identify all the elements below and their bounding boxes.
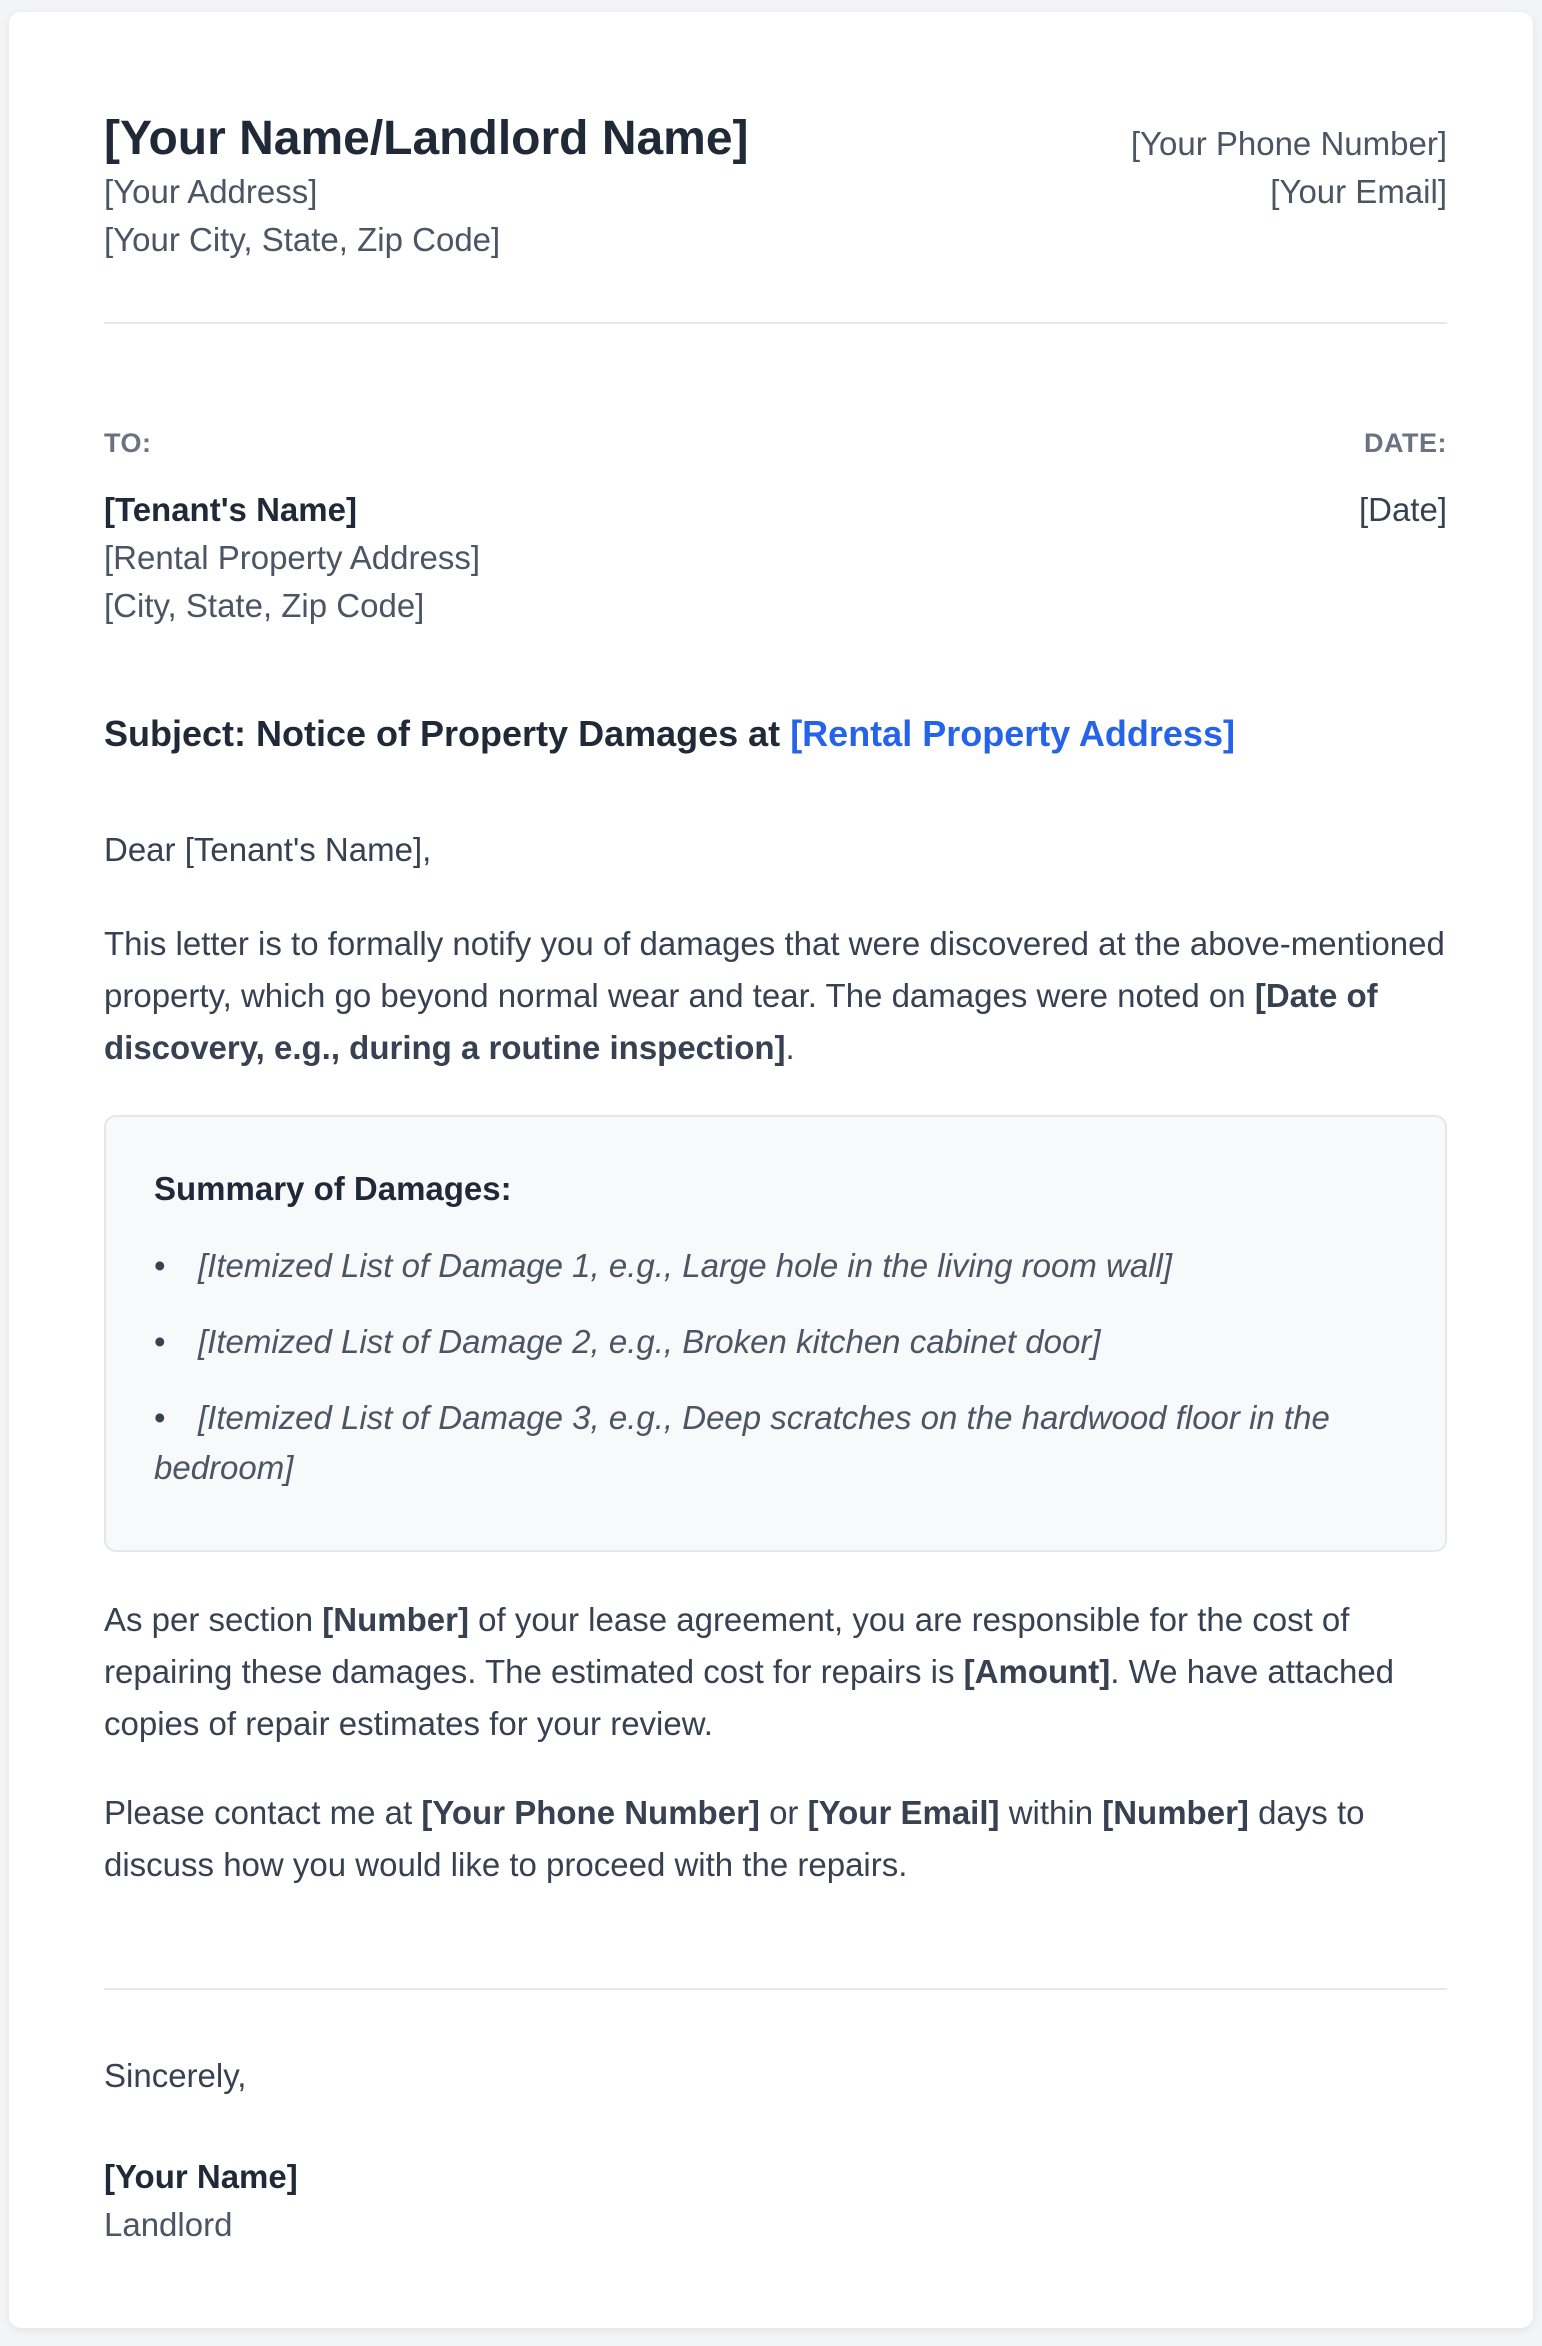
contact-text-3: within xyxy=(1008,1794,1094,1831)
damage-summary-box xyxy=(104,1115,1447,1552)
sender-phone: [Your Phone Number] xyxy=(1130,125,1447,162)
lease-text-2: of your lease agreement, you are responsible for the cost of repairing these damages. The estimated cost for repairs is xyxy=(104,1601,1350,1690)
list-item xyxy=(154,1241,1397,1291)
contact-text-2: or xyxy=(769,1794,799,1831)
header-divider xyxy=(104,322,1447,324)
salutation: Dear [Tenant's Name], xyxy=(104,831,432,868)
repair-amount-placeholder: [Amount] xyxy=(963,1653,1111,1690)
damage-list xyxy=(154,1241,1397,1493)
letter-page xyxy=(9,12,1533,2328)
date-value: [Date] xyxy=(1358,491,1447,528)
signer-title: Landlord xyxy=(104,2206,233,2243)
recipient-address: [Rental Property Address] xyxy=(104,539,481,576)
recipient-name: [Tenant's Name] xyxy=(104,491,357,528)
damage-item-text: [Itemized List of Damage 3, e.g., Deep scratches on the hardwood floor in the bedroom] xyxy=(154,1399,1330,1486)
date-label: DATE: xyxy=(1364,428,1447,458)
contact-text-1: Please contact me at xyxy=(104,1794,413,1831)
bullet-icon: • xyxy=(154,1247,166,1284)
list-item xyxy=(154,1317,1397,1367)
recipient-block xyxy=(104,422,480,630)
recipient-city-state-zip: [City, State, Zip Code] xyxy=(104,587,425,624)
subject-prefix: Subject: Notice of Property Damages at xyxy=(104,713,781,754)
discovery-date-placeholder: [Date of discovery, e.g., during a routine inspection] xyxy=(104,977,1378,1066)
bullet-icon: • xyxy=(154,1399,166,1436)
list-item xyxy=(154,1393,1397,1493)
contact-days-placeholder: [Number] xyxy=(1102,1794,1249,1831)
damage-item-text: [Itemized List of Damage 2, e.g., Broken kitchen cabinet door] xyxy=(198,1323,1101,1360)
signer-name: [Your Name] xyxy=(104,2158,298,2195)
sender-email: [Your Email] xyxy=(1270,173,1447,210)
intro-end: . xyxy=(785,1029,795,1066)
lease-paragraph xyxy=(104,1594,1447,1750)
contact-phone-placeholder: [Your Phone Number] xyxy=(421,1794,760,1831)
bullet-icon: • xyxy=(154,1323,166,1360)
to-label: TO: xyxy=(104,428,152,458)
intro-text: This letter is to formally notify you of damages that were discovered at the above-mentioned property, which go beyond normal wear and tear. The damages were noted on xyxy=(104,925,1445,1014)
sender-address: [Your Address] xyxy=(104,172,318,210)
letter-header xyxy=(104,110,1447,290)
date-block xyxy=(1359,422,1447,534)
closing-divider xyxy=(104,1988,1447,1990)
subject-line xyxy=(104,707,1235,761)
intro-paragraph xyxy=(104,918,1447,1074)
summary-title: Summary of Damages: xyxy=(154,1170,512,1207)
subject-property-address: [Rental Property Address] xyxy=(790,713,1235,754)
contact-paragraph xyxy=(104,1787,1447,1891)
contact-email-placeholder: [Your Email] xyxy=(807,1794,1000,1831)
contact-text-4: days to discuss how you would like to proceed with the repairs. xyxy=(104,1794,1365,1883)
sender-contact xyxy=(1131,120,1447,216)
lease-text-1: As per section xyxy=(104,1601,314,1638)
valediction: Sincerely, xyxy=(104,2057,247,2094)
damage-item-text: [Itemized List of Damage 1, e.g., Large hole in the living room wall] xyxy=(198,1247,1172,1284)
lease-text-3: . We have attached copies of repair estimates for your review. xyxy=(104,1653,1395,1742)
sender-city-state-zip: [Your City, State, Zip Code] xyxy=(104,220,501,258)
lease-section-placeholder: [Number] xyxy=(322,1601,469,1638)
sender-name: [Your Name/Landlord Name] xyxy=(104,112,749,165)
